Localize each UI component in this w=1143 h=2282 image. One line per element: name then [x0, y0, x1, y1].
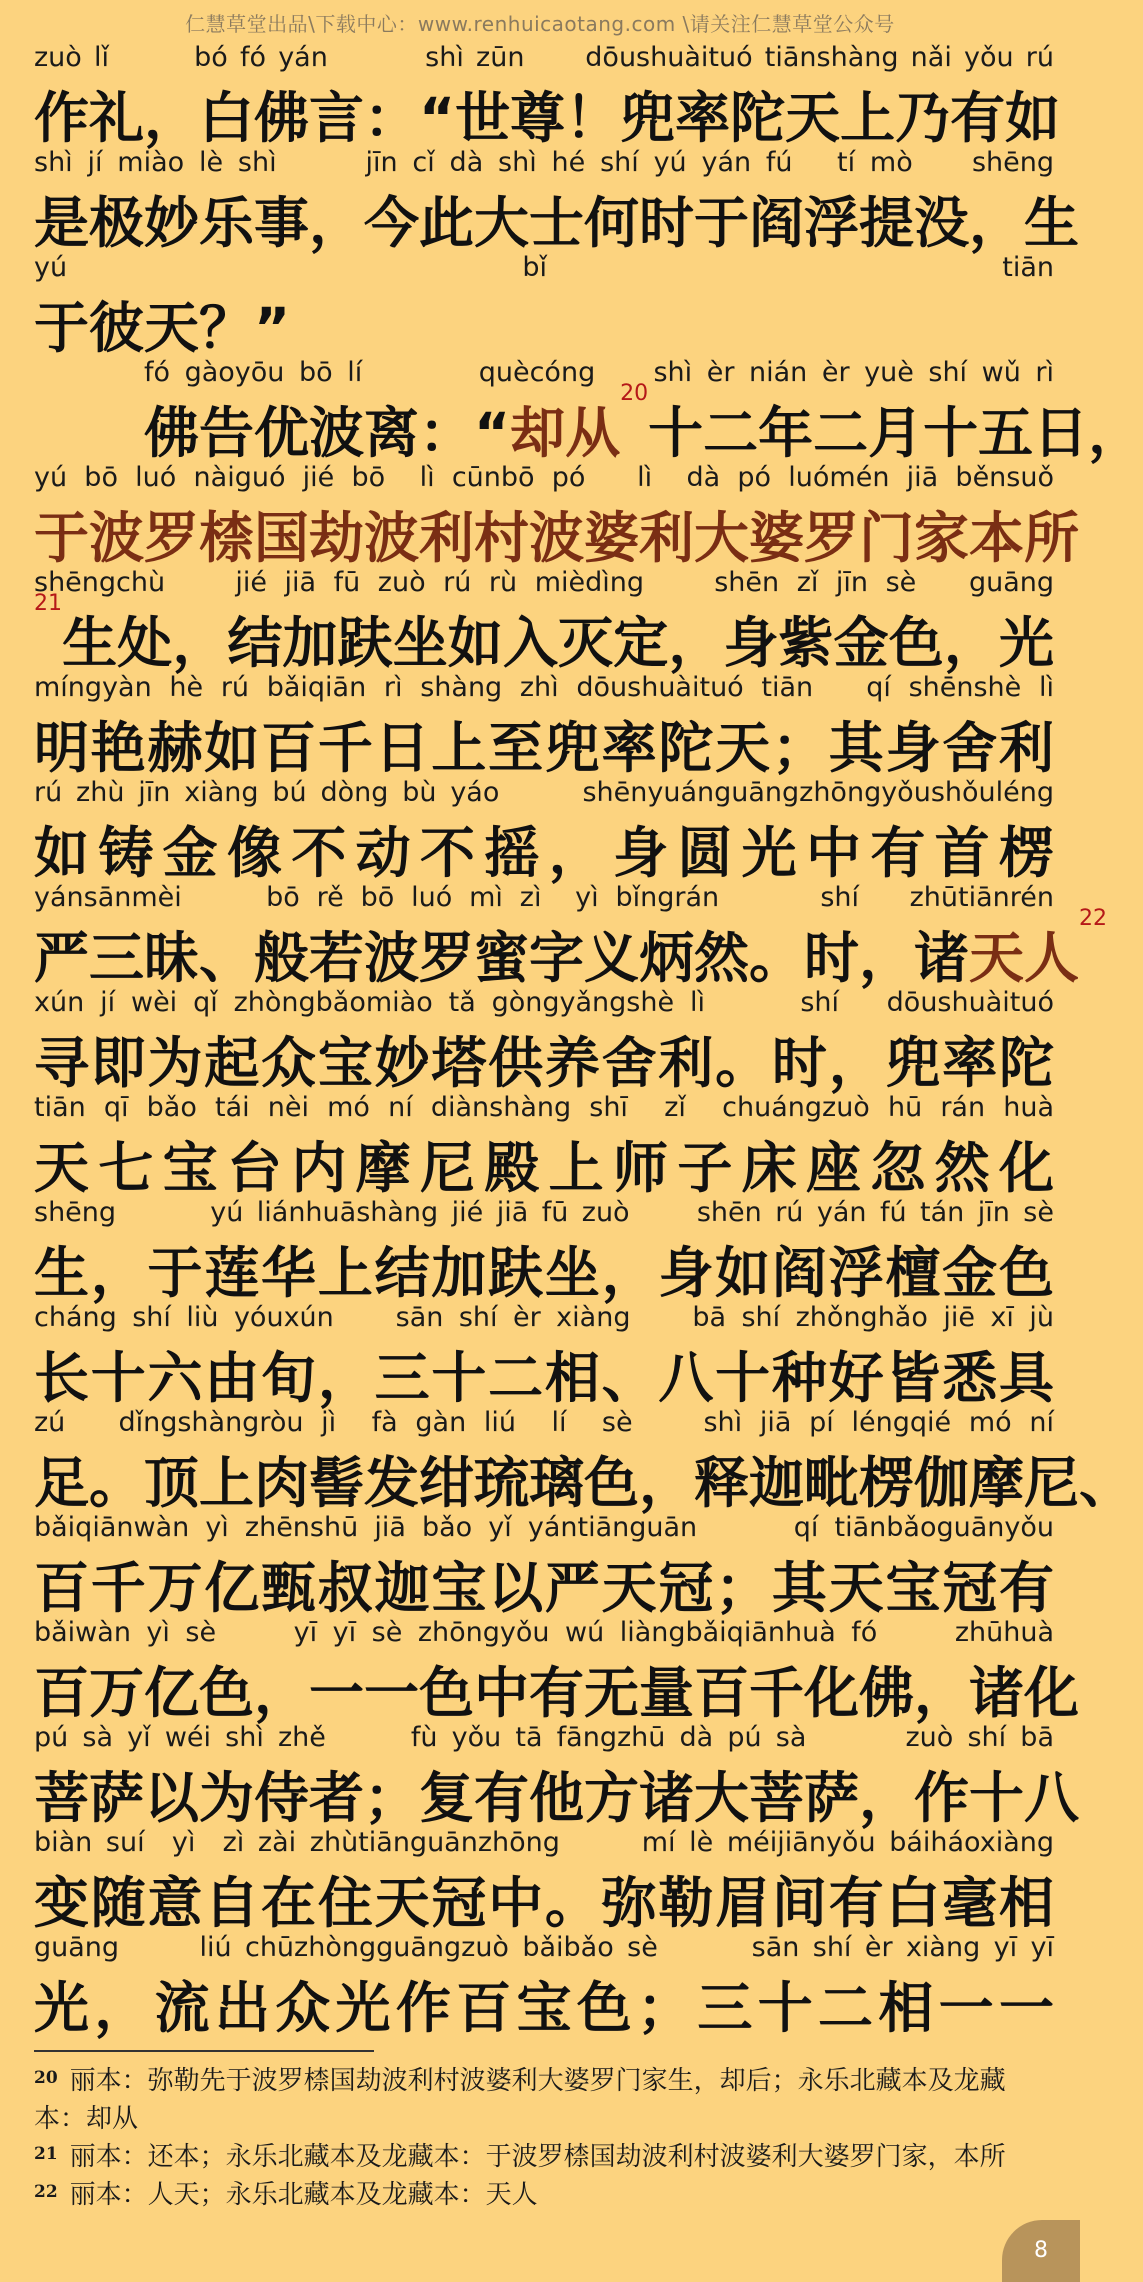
text-line [34, 458, 1080, 570]
hanzi-segment: 佛告优波离：“ [144, 401, 511, 465]
hanzi-row: 变随意自在住天冠中。弥勒眉间有白毫相 [34, 1871, 1054, 1935]
pinyin-row: yú bǐ tiān [34, 252, 1054, 283]
footnote-20 [34, 2062, 1044, 2138]
footnote-number: 20 [34, 2068, 58, 2088]
hanzi-row: 作礼，白佛言：“世尊！兜率陀天上乃有如 [34, 86, 1061, 150]
hanzi-row [34, 381, 1143, 468]
footnotes [34, 2062, 1044, 2214]
hanzi-row: 百千万亿甄叔迦宝以严天冠；其天宝冠有 [34, 1556, 1054, 1620]
hanzi-segment: 严三昧、般若波罗蜜字义炳然。时，诸 [34, 926, 970, 990]
text-line [34, 668, 1054, 780]
text-line [34, 563, 1054, 675]
text-line [34, 1403, 1135, 1515]
pinyin-row: yú bō luó nàiguó jié bō lì cūnbō pó lì dà pó luómén jiā běnsuǒ [34, 462, 1054, 493]
footnote-text: 丽本：弥勒先于波罗㮏国劫波利村波婆利大婆罗门家生，却后；永乐北藏本及龙藏本：却从 [34, 2066, 1006, 2134]
pinyin-row: zú dǐngshàngròu jì fà gàn liú lí sè shì jiā pí léngqié mó ní [34, 1407, 1054, 1438]
hanzi-row [34, 591, 1054, 678]
footnote-divider [34, 2050, 374, 2052]
text-line [34, 1613, 1080, 1725]
footnote-ref-20[interactable]: 20 [620, 381, 649, 406]
hanzi-row: 菩萨以为侍者；复有他方诸大菩萨，作十八 [34, 1766, 1080, 1830]
hanzi-row: 长十六由旬，三十二相、八十种好皆悉具 [34, 1346, 1054, 1410]
footnote-22 [34, 2176, 1044, 2214]
text-line [34, 353, 1143, 465]
pinyin-row: shēng yú liánhuāshàng jié jiā fū zuò shēn rú yán fú tán jīn sè [34, 1197, 1054, 1228]
sutra-text [34, 38, 1143, 2040]
variant-reading: 天人 [969, 926, 1080, 990]
text-line [34, 1718, 1080, 1830]
hanzi-segment: 生处，结加趺坐如入灭定，身紫金色，光 [62, 611, 1054, 675]
pinyin-row: tiān qī bǎo tái nèi mó ní diànshàng shī zǐ chuángzuò hū rán huà [34, 1092, 1054, 1123]
text-line [34, 773, 1054, 885]
pinyin-row: bǎiwàn yì sè yī yī sè zhōngyǒu wú liàngbǎiqiānhuà fó zhūhuà [34, 1617, 1054, 1648]
text-line [34, 143, 1080, 255]
hanzi-row-variant: 于波罗㮏国劫波利村波婆利大婆罗门家本所 [34, 506, 1080, 570]
pinyin-row: rú zhù jīn xiàng bú dòng bù yáo shēnyuánguāngzhōngyǒushǒuléng [34, 777, 1054, 808]
variant-reading: 却从 [510, 401, 621, 465]
page-header: 仁慧草堂出品\下载中心：www.renhuicaotang.com \请关注仁慧草堂公众号 [185, 12, 895, 36]
text-line [34, 1508, 1054, 1620]
hanzi-row: 寻即为起众宝妙塔供养舍利。时，兜率陀 [34, 1031, 1054, 1095]
text-line [34, 983, 1054, 1095]
hanzi-row: 如铸金像不动不摇，身圆光中有首楞 [34, 821, 1054, 885]
pinyin-row: zuò lǐ bó fó yán shì zūn dōushuàituó tiānshàng nǎi yǒu rú [34, 42, 1054, 73]
pinyin-row: cháng shí liù yóuxún sān shí èr xiàng bā shí zhǒnghǎo jiē xī jù [34, 1302, 1054, 1333]
text-line [34, 1088, 1054, 1200]
hanzi-row: 于彼天？” [34, 296, 291, 360]
text-line [34, 1823, 1054, 1935]
text-line [34, 1928, 1054, 2040]
hanzi-row: 是极妙乐事，今此大士何时于阎浮提没，生 [34, 191, 1080, 255]
text-line [34, 38, 1061, 150]
text-line [34, 248, 1054, 360]
footnote-text: 丽本：人天；永乐北藏本及龙藏本：天人 [69, 2180, 538, 2210]
hanzi-row: 光，流出众光作百宝色；三十二相一一 [34, 1976, 1054, 2040]
pinyin-row: shēngchù jié jiā fū zuò rú rù mièdìng shēn zǐ jīn sè guāng [34, 567, 1054, 598]
pinyin-row: pú sà yǐ wéi shì zhě fù yǒu tā fāngzhū dà pú sà zuò shí bā [34, 1722, 1054, 1753]
pinyin-row: biàn suí yì zì zài zhùtiānguānzhōng mí lè méijiānyǒu báiháoxiàng [34, 1827, 1054, 1858]
hanzi-row: 足。顶上肉髻发绀琉璃色，释迦毗楞伽摩尼、 [34, 1451, 1135, 1515]
pinyin-row: guāng liú chūzhòngguāngzuò bǎibǎo sè sān shí èr xiàng yī yī [34, 1932, 1054, 1963]
footnote-number: 22 [34, 2182, 58, 2202]
pinyin-row: bǎiqiānwàn yì zhēnshū jiā bǎo yǐ yántiānguān qí tiānbǎoguānyǒu [34, 1512, 1054, 1543]
footnote-21 [34, 2138, 1044, 2176]
hanzi-row: 天七宝台内摩尼殿上师子床座忽然化 [34, 1136, 1054, 1200]
text-line [34, 1298, 1054, 1410]
footnote-ref-21[interactable]: 21 [34, 591, 62, 616]
hanzi-segment: 十二年二月十五日， [648, 401, 1143, 465]
pinyin-row: shì jí miào lè shì jīn cǐ dà shì hé shí yú yán fú tí mò shēng [34, 147, 1054, 178]
pinyin-row: míngyàn hè rú bǎiqiān rì shàng zhì dōushuàituó tiān qí shēnshè lì [34, 672, 1054, 703]
hanzi-row: 明艳赫如百千日上至兜率陀天；其身舍利 [34, 716, 1054, 780]
text-line [34, 1193, 1054, 1305]
hanzi-row: 百万亿色，一一色中有无量百千化佛，诸化 [34, 1661, 1080, 1725]
hanzi-row: 生，于莲华上结加趺坐，身如阎浮檀金色 [34, 1241, 1054, 1305]
pinyin-row: xún jí wèi qǐ zhòngbǎomiào tǎ gòngyǎngshè lì shí dōushuàituó [34, 987, 1054, 1018]
page-number-badge: 8 [1002, 2220, 1080, 2282]
text-line [34, 878, 1108, 990]
footnote-ref-22[interactable]: 22 [1079, 906, 1108, 931]
pinyin-row: yánsānmèi bō rě bō luó mì zì yì bǐngrán shí zhūtiānrén [34, 882, 1054, 913]
footnote-text: 丽本：还本；永乐北藏本及龙藏本：于波罗㮏国劫波利村波婆利大婆罗门家，本所 [69, 2142, 1006, 2172]
footnote-number: 21 [34, 2144, 58, 2164]
pinyin-row: fó gàoyōu bō lí quècóng shì èr nián èr yuè shí wǔ rì [144, 357, 1054, 388]
hanzi-row [34, 906, 1108, 993]
